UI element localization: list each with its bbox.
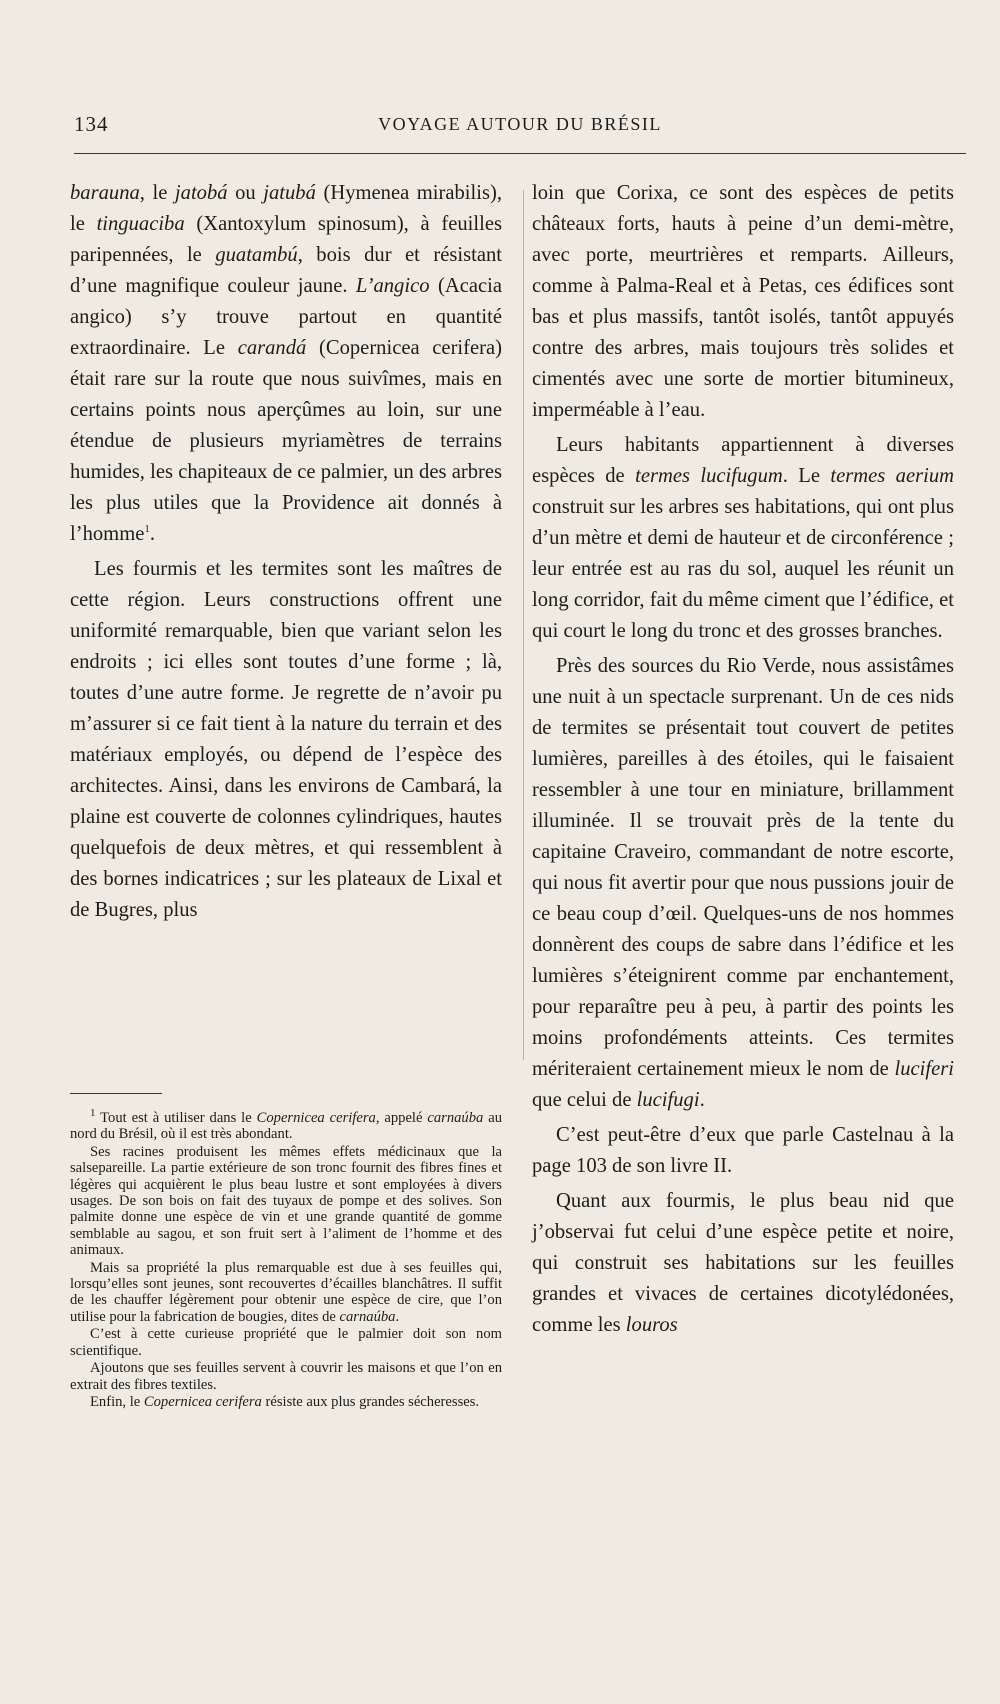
paragraph xyxy=(532,651,954,1116)
right-column xyxy=(532,178,954,1341)
text-run: (Xantoxylum spinosum), à feuilles paripennées, le xyxy=(70,213,502,266)
text-run: . Le xyxy=(782,465,831,487)
left-column xyxy=(70,178,502,926)
italic-term: guatambú xyxy=(215,244,298,266)
footnote-paragraph: Ses racines produisent les mêmes effets médicinaux que la salsepareille. La partie extérieure de son tronc fournit des fibres fines et légères qui acquièrent le plus beau lustre et sont employées à divers usages. De son bois on fait des tuyaux de pompe et des solives. Son palmite donne une espèce de vin et une grande quantité de gomme semblable au sagou, et son fruit sert à l’aliment de l’homme et des animaux. xyxy=(70,1143,502,1259)
text-run: construit sur les arbres ses habitations, qui ont plus d’un mètre et demi de hauteur et de circonférence ; leur entrée est au ras du sol, auquel les réunit un long corridor, fait du même ciment que l’édifice, et qui court le long du tronc et des grosses branches. xyxy=(532,496,954,642)
paragraph xyxy=(70,178,502,550)
text-run: , appelé xyxy=(375,1110,428,1126)
italic-term: jatubá xyxy=(263,182,316,204)
italic-term: L’angico xyxy=(355,275,430,297)
italic-term: termes lucifugum xyxy=(635,465,783,487)
paragraph xyxy=(532,430,954,647)
text-run: Enfin, le xyxy=(90,1393,144,1410)
running-title: VOYAGE AUTOUR DU BRÉSIL xyxy=(378,114,662,134)
column-rule xyxy=(523,190,524,1060)
italic-term: tinguaciba xyxy=(96,213,185,235)
footnote-paragraph: C’est à cette curieuse propriété que le palmier doit son nom scientifique. xyxy=(70,1326,502,1359)
text-run: Leurs habitants appartiennent à diverses espèces de xyxy=(532,434,954,487)
page-header xyxy=(74,112,966,142)
text-run: (Acacia angico) s’y trouve partout en quantité extraordinaire. Le xyxy=(70,275,502,359)
italic-term: carnaúba xyxy=(427,1110,484,1126)
paragraph: C’est peut-être d’eux que parle Castelnau à la page 103 de son livre II. xyxy=(532,1124,954,1177)
italic-term: jatobá xyxy=(174,182,228,204)
italic-term: carnaúba xyxy=(339,1308,396,1325)
footnote-number: 1 xyxy=(90,1107,96,1120)
footnote-ref: 1 xyxy=(144,523,150,536)
footnote xyxy=(70,1107,503,1143)
text-run: ou xyxy=(227,182,264,204)
text-run: (Hymenea mirabilis), le xyxy=(70,182,502,235)
paragraph: Les fourmis et les termites sont les maîtres de cette région. Leurs constructions offrent une uniformité remarquable, bien que variant selon les endroits ; ici elles sont toutes d’une forme ; là, toutes d’une autre forme. Je regrette de n’avoir pu m’assurer si ce fait tient à la nature du terrain et des matériaux employés, ou dépend de l’espèce des architectes. Ainsi, dans les environs de Cambará, la plaine est couverte de colonnes cylindriques, hautes quelquefois de deux mètres, et qui ressemblent à des bornes indicatrices ; sur les plateaux de Lixal et de Bugres, plus xyxy=(70,558,502,921)
text-run: (Copernicea cerifera) était rare sur la route que nous suivîmes, mais en certains points nous aperçûmes au loin, sur une étendue de plusieurs myriamètres de terrains humides, les chapiteaux de ce palmier, un des arbres les plus utiles que la Providence ait donnés à l’homme xyxy=(70,337,502,545)
text-run: Mais sa propriété la plus remarquable est due à ses feuilles qui, lorsqu’elles sont jeunes, sont recouvertes d’écailles blanchâtres. Il suffit de les chauffer légèrement pour obtenir une espèce de cire, que l’on utilise pour la fabrication de bougies, dites de xyxy=(70,1259,502,1325)
footnote-paragraph xyxy=(70,1394,502,1410)
italic-term: barauna xyxy=(70,182,140,204)
footnote-rule xyxy=(70,1093,162,1094)
text-run: . xyxy=(395,1308,400,1325)
italic-term: Copernicea cerifera xyxy=(143,1393,262,1410)
text-run: . xyxy=(149,523,156,545)
text-run: au nord du Brésil, où il est très abondant. xyxy=(70,1110,503,1143)
text-run: Tout est à utiliser dans le xyxy=(95,1110,257,1126)
footnotes xyxy=(70,1107,503,1411)
italic-term: lucifugi xyxy=(636,1089,700,1111)
italic-term: termes aerium xyxy=(830,465,954,487)
footnote-paragraph: Ajoutons que ses feuilles servent à couvrir les maisons et que l’on en extrait des fibres textiles. xyxy=(70,1360,502,1393)
text-run: , le xyxy=(139,182,175,204)
text-run: Près des sources du Rio Verde, nous assistâmes une nuit à un spectacle surprenant. Un de ces nids de termites se présentait tout couvert de petites lumières, pareilles à des étoiles, qui le faisaient ressembler à une tour en miniature, brillamment illuminée. Il se trouvait près de la tente du capitaine Craveiro, commandant de notre escorte, qui nous fit avertir pour que nous pussions jouir de ce beau coup d’œil. Quelques-uns de nos hommes donnèrent des coups de sabre dans l’édifice et les lumières s’éteignirent comme par enchantement, pour reparaître peu à peu, à partir des points les moins profondéments atteints. Ces termites mériteraient certainement mieux le nom de xyxy=(532,655,954,1080)
page-number: 134 xyxy=(74,112,109,136)
paragraph xyxy=(532,1186,954,1341)
italic-term: luciferi xyxy=(894,1058,954,1080)
italic-term: louros xyxy=(625,1314,678,1336)
italic-term: carandá xyxy=(237,337,307,359)
text-run: . xyxy=(699,1089,705,1111)
italic-term: Copernicea cerifera xyxy=(256,1110,376,1126)
header-rule xyxy=(74,153,966,154)
paragraph: loin que Corixa, ce sont des espèces de petits châteaux forts, hauts à peine d’un demi-mètre, avec porte, meurtrières et remparts. Ailleurs, comme à Palma-Real et à Petas, ces édifices sont bas et plus massifs, tantôt isolés, tantôt appuyés contre des arbres, mais toujours très solides et cimentés avec une sorte de mortier bitumineux, imperméable à l’eau. xyxy=(532,182,954,421)
text-run: que celui de xyxy=(532,1089,637,1111)
footnote-paragraph xyxy=(70,1260,502,1326)
text-run: résiste aux plus grandes sécheresses. xyxy=(261,1393,480,1410)
text-run: , bois dur et résistant d’une magnifique couleur jaune. xyxy=(70,244,503,297)
text-run: Quant aux fourmis, le plus beau nid que j’observai fut celui d’une espèce petite et noire, qui construit ses habitations sur les feuilles grandes et vivaces de certaines dicotylédonées, comme les xyxy=(532,1190,954,1336)
